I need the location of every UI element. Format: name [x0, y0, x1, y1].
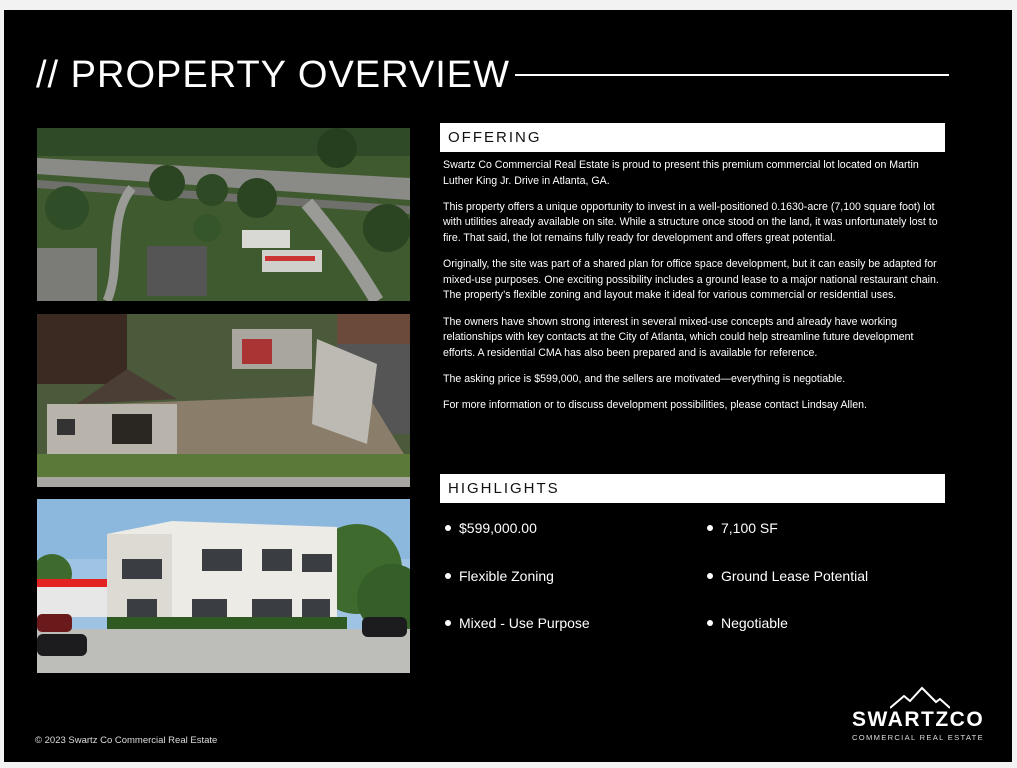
- copyright-text: © 2023 Swartz Co Commercial Real Estate: [35, 735, 218, 746]
- highlight-zoning: Flexible Zoning: [459, 568, 554, 584]
- title-divider: [515, 74, 949, 76]
- bullet-icon: [445, 620, 451, 626]
- offering-paragraph: This property offers a unique opportunity to invest in a well-positioned 0.1630-acre (7,100 square foot) lot with utilities already available on site. While a structure once stood on the land, it was unfortunately lost to fire. That said, the lot remains fully ready for development and offers great potential.: [443, 200, 938, 244]
- highlight-size: 7,100 SF: [721, 520, 778, 536]
- highlight-ground-lease: Ground Lease Potential: [721, 568, 869, 584]
- proposed-building-rendering: [37, 499, 410, 673]
- offering-paragraph: Swartz Co Commercial Real Estate is proud to present this premium commercial lot located on Martin Luther King Jr. Drive in Atlanta, GA.: [443, 159, 919, 187]
- bullet-icon: [445, 573, 451, 579]
- bullet-icon: [707, 573, 713, 579]
- offering-paragraph: Originally, the site was part of a shared plan for office space development, but it can easily be adapted for mixed-use purposes. One exciting possibility includes a ground lease to a major national restaurant chain. The property’s flexible zoning and layout make it ideal for various commercial or residential uses.: [443, 258, 939, 302]
- highlight-mixed-use: Mixed - Use Purpose: [459, 615, 590, 631]
- page-title: // PROPERTY OVERVIEW: [36, 54, 511, 96]
- swartzco-logo: [850, 686, 990, 746]
- mountain-icon: [890, 686, 950, 710]
- aerial-site-photo: [37, 128, 410, 301]
- highlight-item: [445, 615, 590, 631]
- highlight-item: [707, 520, 778, 536]
- bullet-icon: [445, 525, 451, 531]
- highlights-heading: HIGHLIGHTS: [440, 474, 945, 503]
- offering-heading: OFFERING: [440, 123, 945, 152]
- offering-paragraph: For more information or to discuss development possibilities, please contact Lindsay Allen.: [443, 399, 867, 412]
- logo-tagline: COMMERCIAL REAL ESTATE: [852, 733, 984, 742]
- highlight-item: [707, 615, 788, 631]
- highlight-negotiable: Negotiable: [721, 615, 788, 631]
- logo-wordmark: SWARTZCO: [852, 708, 985, 731]
- offering-description: [443, 158, 945, 424]
- property-overview-page: [4, 10, 1012, 762]
- offering-paragraph: The owners have shown strong interest in several mixed-use concepts and already have working relationships with key contacts at the City of Atlanta, which could help streamline future development efforts. A residential CMA has also been prepared and is available for reference.: [443, 315, 914, 359]
- burned-structure-photo: [37, 314, 410, 487]
- highlight-item: [445, 520, 537, 536]
- offering-paragraph: The asking price is $599,000, and the sellers are motivated—everything is negotiable.: [443, 372, 846, 385]
- highlight-item: [707, 568, 868, 584]
- bullet-icon: [707, 525, 713, 531]
- highlight-price: $599,000.00: [459, 520, 537, 536]
- bullet-icon: [707, 620, 713, 626]
- highlight-item: [445, 568, 554, 584]
